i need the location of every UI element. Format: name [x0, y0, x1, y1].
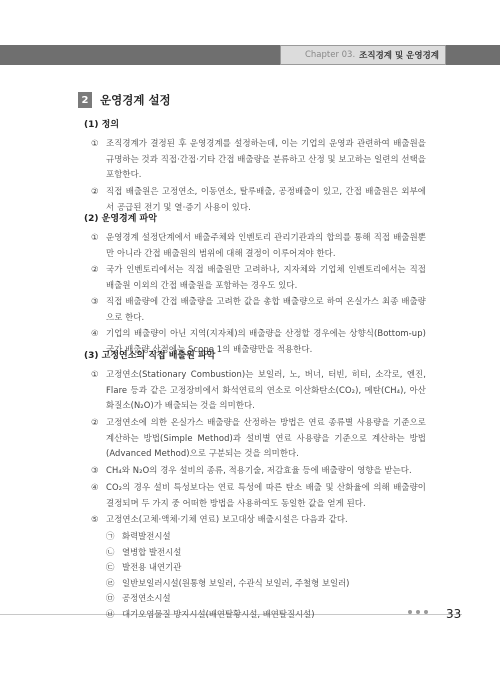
chapter-tab: [280, 45, 446, 65]
footer-dot: [416, 610, 420, 614]
stationary-item-4: ④ CO₂의 경우 설비 특성보다는 연료 특성에 따른 탄소 배출 및 산화율에 의해 배출량이 결정되며 두 가지 중 어떠한 방법을 사용하여도 동일한 값을 얻게 된다.: [91, 482, 426, 508]
boundary-item-2: ② 국가 인벤토리에서는 직접 배출원만 고려하나, 지자체와 기업체 인벤토리에서는 직접 배출원 이외의 간접 배출원을 포함하는 경우도 있다.: [91, 264, 426, 290]
definition-item-1: ① 조직경계가 결정된 후 운영경계를 설정하는데, 이는 기업의 운영과 관련하여 배출원을 규명하는 것과 직접·간접·기타 간접 배출량을 분류하고 산정 및 보고하는 일련의 선택을 포함한다.: [91, 138, 426, 180]
stationary-item-2: ② 고정연소에 의한 온실가스 배출량을 산정하는 방법은 연료 종류별 사용량을 기준으로 계산하는 방법(Simple Method)과 설비별 연료 사용량을 기준으로 계산하는 방법(Advanced Method)으로 구분되는 것을 의미한다.: [91, 417, 426, 459]
facility-list-item: [106, 591, 171, 607]
stationary-item-1: ① 고정연소(Stationary Combustion)는 보일러, 노, 버너, 터빈, 히터, 소각로, 엔진, Flare 등과 같은 고정장비에서 화석연료의 연소로 이산화탄소(CO₂), 메탄(CH₄), 아산화질소(N₂O)가 배출되는 것을 의미한다.: [91, 369, 426, 411]
facility-list-item: [106, 545, 181, 561]
footer-dot: [408, 610, 412, 614]
boundary-item-4: ④ 기업의 배출량이 아닌 지역(지자체)의 배출량을 산정할 경우에는 상향식(Bottom-up) 국가 배출량 산정에는 Scope 1의 배출량만을 적용한다.: [91, 328, 426, 354]
subheading-stationary: (3) 고정연소의 직접 배출원 파악: [84, 351, 216, 361]
facility-label: 발전용 내연기관: [122, 562, 182, 573]
boundary-item-1: ① 운영경계 설정단계에서 배출주체와 인벤토리 관리기관과의 합의를 통해 직접 배출원뿐만 아니라 간접 배출원의 범위에 대해 결정이 이루어져야 한다.: [91, 232, 426, 258]
section-title: 운영경계 설정: [100, 93, 171, 107]
facility-list-item: [106, 560, 181, 576]
facility-list-item: [106, 607, 315, 623]
definition-item-2: ② 직접 배출원은 고정연소, 이동연소, 탈루배출, 공정배출이 있고, 간접 배출원은 외부에서 공급된 전기 및 열·증기 사용이 있다.: [91, 186, 426, 212]
footer-dot: [424, 610, 428, 614]
facility-label: 공정연소시설: [122, 593, 171, 604]
facility-marker: ㉢: [106, 562, 115, 573]
stationary-item-3: ③ CH₄와 N₂O의 경우 설비의 종류, 적용기술, 저감효율 등에 배출량이 영향을 받는다.: [91, 465, 412, 475]
facility-marker: ㉤: [106, 593, 115, 604]
facility-label: 화력발전시설: [122, 531, 171, 541]
footer-dots: [408, 610, 428, 614]
facility-label: 대기오염물질 방지시설(배연탈황시설, 배연탈질시설): [122, 609, 315, 619]
facility-marker: ㉥: [106, 609, 115, 619]
facility-marker: ㉡: [106, 546, 115, 557]
section-heading: [78, 92, 171, 108]
page-number: 33: [446, 607, 462, 621]
section-number: 2: [78, 92, 92, 108]
chapter-title: 조직경계 및 운영경계: [359, 51, 439, 61]
boundary-item-3: ③ 직접 배출량에 간접 배출량을 고려한 값을 총합 배출량으로 하여 온실가스 최종 배출량으로 한다.: [91, 296, 426, 322]
facility-list-item: [106, 576, 349, 592]
facility-label: 열병합 발전시설: [122, 546, 182, 557]
facility-list-item: [106, 529, 171, 545]
facility-marker: ㉠: [106, 531, 115, 541]
subheading-boundary: (2) 운영경계 파악: [84, 214, 157, 224]
stationary-item-5: ⑤ 고정연소(고체·액체·기체 연료) 보고대상 배출시설은 다음과 같다.: [91, 514, 348, 524]
chapter-label: Chapter 03.: [304, 50, 356, 60]
subheading-definition: (1) 정의: [84, 120, 120, 130]
facility-marker: ㉣: [106, 577, 115, 588]
facility-label: 일반보일러시설(원통형 보일러, 수관식 보일러, 주철형 보일러): [122, 577, 350, 588]
